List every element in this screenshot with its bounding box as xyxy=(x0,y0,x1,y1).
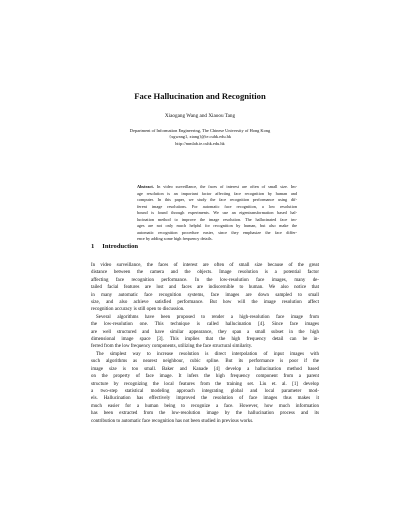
body-line: distance between the camera and the objects. Image resolution is a potential factor xyxy=(91,270,319,276)
abstract-line xyxy=(137,184,297,191)
abstract-line: ages are not only much helpful for recognition by human, but also make the xyxy=(137,223,297,229)
body-line: tailed facial features are lost and faces are indiscernible to human. We also notice that xyxy=(91,285,319,291)
affiliation-url: http://mmlab.ie.cuhk.edu.hk xyxy=(175,140,225,146)
body-line: much easier for a human being to recognize a face. However, how much information xyxy=(91,403,319,409)
section-heading xyxy=(91,243,138,251)
abstract-line: age resolution is an important factor affecting face recognition by human and xyxy=(137,190,297,196)
author-affiliation xyxy=(60,128,340,147)
paper-authors: Xiaogang Wang and Xiaoou Tang xyxy=(164,113,236,119)
body-line: dimensional image space [3]. This implies that the high frequency detail can be in- xyxy=(91,337,319,343)
paper-title: Face Hallucination and Recognition xyxy=(134,91,266,101)
body-line: has been extracted from the low-resolution image by the hallucination process and its xyxy=(91,411,319,417)
abstract-line: lucination method to improve the image resolution. The hallucinated face im- xyxy=(137,216,297,222)
body-line: recognition accuracy is still open to discussion. xyxy=(91,307,185,313)
body-line: els. Hallucination has effectively improved the resolution of face images thus makes it xyxy=(91,396,319,402)
abstract xyxy=(137,184,297,243)
body-line: size, and also achieve satisfied performance. But how will the image resolution affect xyxy=(91,300,319,306)
body-line: The simplest way to increase resolution is direct interpolation of input images with xyxy=(96,351,319,357)
body-line: the low-resolution one. This technique is called hallucination [4]. Since face images xyxy=(91,322,319,328)
abstract-line: ferent image resolutions. For automatic face recognition, a low resolution xyxy=(137,203,297,209)
body-line: in many automatic face recognition systems, face images are down sampled to small xyxy=(91,292,319,298)
abstract-text: In video surveillance, the faces of interest are often of small size. Im- xyxy=(153,184,297,189)
body-line: on the property of face image. It infers the high frequency component from a parent xyxy=(91,374,319,380)
body-line: affecting face recognition performance. In the low-resolution face images, many de- xyxy=(91,277,319,283)
abstract-line: computer. In this paper, we study the face recognition performance using dif- xyxy=(137,197,297,203)
abstract-label: Abstract. xyxy=(137,184,154,189)
abstract-line: bound is found through experiments. We use an eigentransformation based hal- xyxy=(137,210,297,216)
body-line: ferred from the low frequency components, utilizing the face structural similarity. xyxy=(91,344,253,350)
body-line: Several algorithms have been proposed to render a high-resolution face image from xyxy=(96,314,319,320)
body-line: such algorithms as nearest neighbour, cubic spline. But its performance is poor if the xyxy=(91,359,319,365)
section-title: Introduction xyxy=(102,243,139,250)
affiliation-email: {xgwang1, xtang}@ie.cuhk.edu.hk xyxy=(168,134,232,140)
abstract-line: automatic recognition procedure easier, since they emphasize the face differ- xyxy=(137,229,297,235)
section-body xyxy=(91,262,319,425)
body-line: image size is too small. Baker and Kanade [4] develop a hallucination method based xyxy=(91,366,319,372)
body-line: contribution to automatic face recognition has not been studied in previous works. xyxy=(91,418,254,424)
body-line: structure by recognizing the local features from the training set. Liu et. al. [1] develop xyxy=(91,381,319,387)
section-number: 1 xyxy=(91,243,95,250)
abstract-line: ence by adding some high frequency details. xyxy=(137,236,213,242)
body-line: In video surveillance, the faces of interest are often of small size because of the great xyxy=(91,263,319,268)
body-line: a two-step statistical modeling approach integrating global and local parameter mod- xyxy=(91,388,319,394)
body-line: are well structured and have similar appearance, they span a small subset in the high xyxy=(91,329,319,335)
affiliation-department: Department of Information Engineering, The Chinese University of Hong Kong xyxy=(129,128,271,133)
